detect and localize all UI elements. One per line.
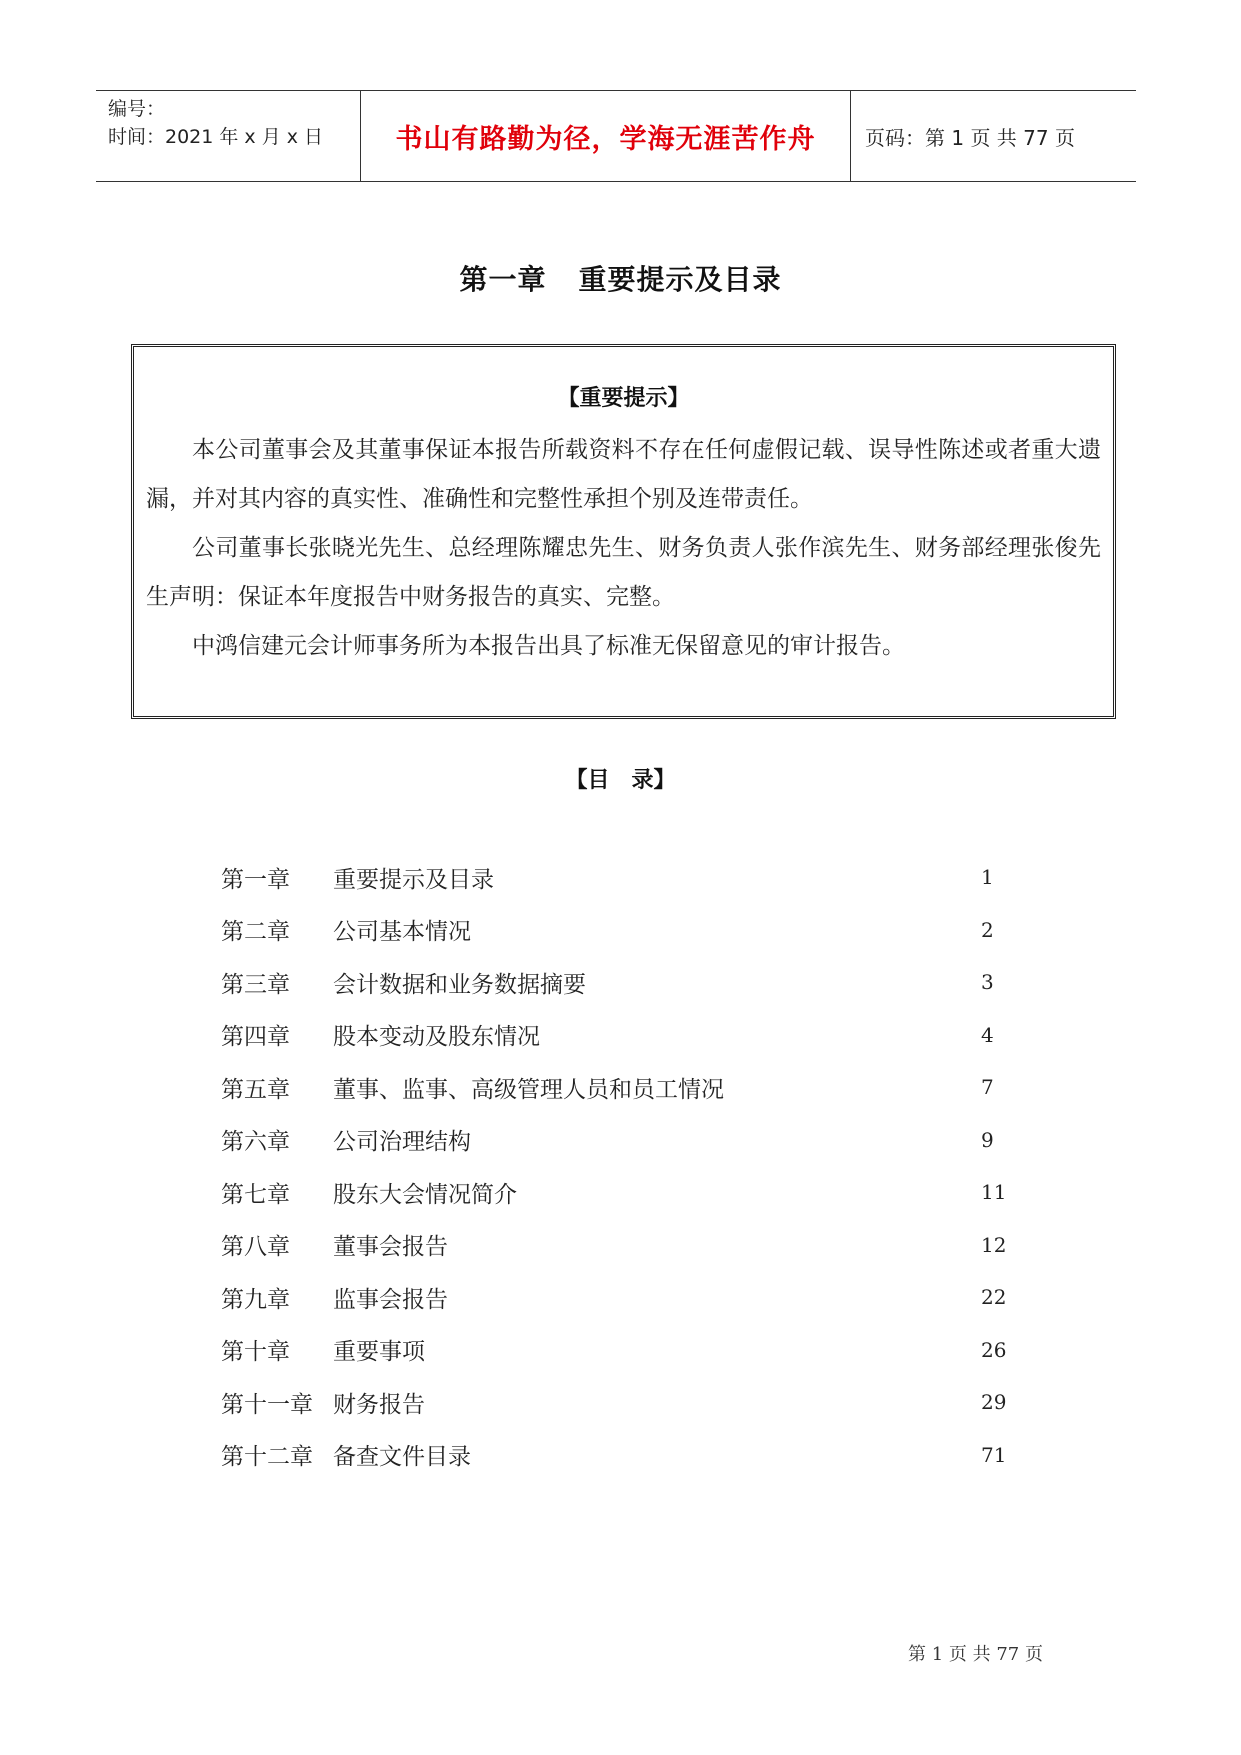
toc-chapter-title: 重要提示及目录 [333,866,494,893]
toc-chapter-number: 第三章 [221,971,290,998]
toc-page-number: 71 [981,1442,1007,1467]
toc-page-number: 9 [981,1127,994,1152]
toc-chapter-title: 财务报告 [333,1391,425,1418]
table-of-contents [221,851,1021,1481]
toc-chapter-number: 第六章 [221,1129,290,1156]
toc-chapter-number: 第一章 [221,866,290,893]
toc-chapter-title: 重要事项 [333,1339,425,1366]
toc-entry[interactable] [221,851,1021,904]
toc-entry[interactable] [221,1166,1021,1219]
toc-entry[interactable] [221,1376,1021,1429]
toc-chapter-title: 董事会报告 [333,1234,448,1261]
toc-entry[interactable] [221,1114,1021,1167]
toc-chapter-number: 第九章 [221,1286,290,1313]
time-label: 时间：2021 年 x 月 x 日 [108,126,324,148]
toc-chapter-number: 第二章 [221,919,290,946]
notice-paragraph: 公司董事长张晓光先生、总经理陈耀忠先生、财务负责人张作滨先生、财务部经理张俊先生声明：保证本年度报告中财务报告的真实、完整。 [146,535,1101,610]
chapter-number: 第一章 [459,263,547,296]
toc-chapter-title: 监事会报告 [333,1286,448,1313]
toc-entry[interactable] [221,1429,1021,1482]
toc-page-number: 3 [981,970,994,995]
notice-heading: 【重要提示】 [557,386,690,411]
toc-chapter-number: 第十二章 [221,1444,313,1471]
notice-paragraph: 中鸿信建元会计师事务所为本报告出具了标准无保留意见的审计报告。 [192,633,905,659]
header-page-info: 页码：第 1 页 共 77 页 [865,125,1075,150]
toc-chapter-title: 公司治理结构 [333,1129,471,1156]
header-motto: 书山有路勤为径，学海无涯苦作舟 [361,91,851,181]
toc-page-number: 1 [981,865,994,890]
toc-page-number: 22 [981,1285,1007,1310]
toc-page-number: 26 [981,1337,1007,1362]
important-notice-box [131,344,1116,719]
serial-label: 编号： [108,98,166,120]
toc-page-number: 11 [981,1180,1007,1205]
chapter-name: 重要提示及目录 [578,263,782,296]
toc-chapter-title: 董事、监事、高级管理人员和员工情况 [333,1076,724,1103]
toc-entry[interactable] [221,1324,1021,1377]
toc-page-number: 7 [981,1075,994,1100]
toc-entry[interactable] [221,1009,1021,1062]
toc-chapter-number: 第十章 [221,1339,290,1366]
toc-chapter-title: 备查文件目录 [333,1444,471,1471]
toc-entry[interactable] [221,1219,1021,1272]
chapter-title [0,258,1241,298]
toc-entry[interactable] [221,1061,1021,1114]
toc-chapter-title: 股东大会情况简介 [333,1181,517,1208]
toc-entry[interactable] [221,1271,1021,1324]
toc-page-number: 12 [981,1232,1007,1257]
toc-page-number: 2 [981,917,994,942]
toc-page-number: 29 [981,1390,1007,1415]
toc-chapter-number: 第四章 [221,1024,290,1051]
toc-chapter-number: 第八章 [221,1234,290,1261]
toc-entry[interactable] [221,904,1021,957]
toc-chapter-number: 第七章 [221,1181,290,1208]
header-meta [96,91,361,181]
toc-chapter-title: 公司基本情况 [333,919,471,946]
toc-chapter-number: 第十一章 [221,1391,313,1418]
page-header [96,90,1136,182]
toc-heading: 【目 录】 [565,768,676,793]
page-footer: 第 1 页 共 77 页 [908,1644,1043,1665]
toc-page-number: 4 [981,1022,994,1047]
toc-chapter-number: 第五章 [221,1076,290,1103]
toc-chapter-title: 股本变动及股东情况 [333,1024,540,1051]
toc-chapter-title: 会计数据和业务数据摘要 [333,971,586,998]
toc-entry[interactable] [221,956,1021,1009]
notice-paragraph: 本公司董事会及其董事保证本报告所载资料不存在任何虚假记载、误导性陈述或者重大遗漏，并对其内容的真实性、准确性和完整性承担个别及连带责任。 [146,437,1101,512]
